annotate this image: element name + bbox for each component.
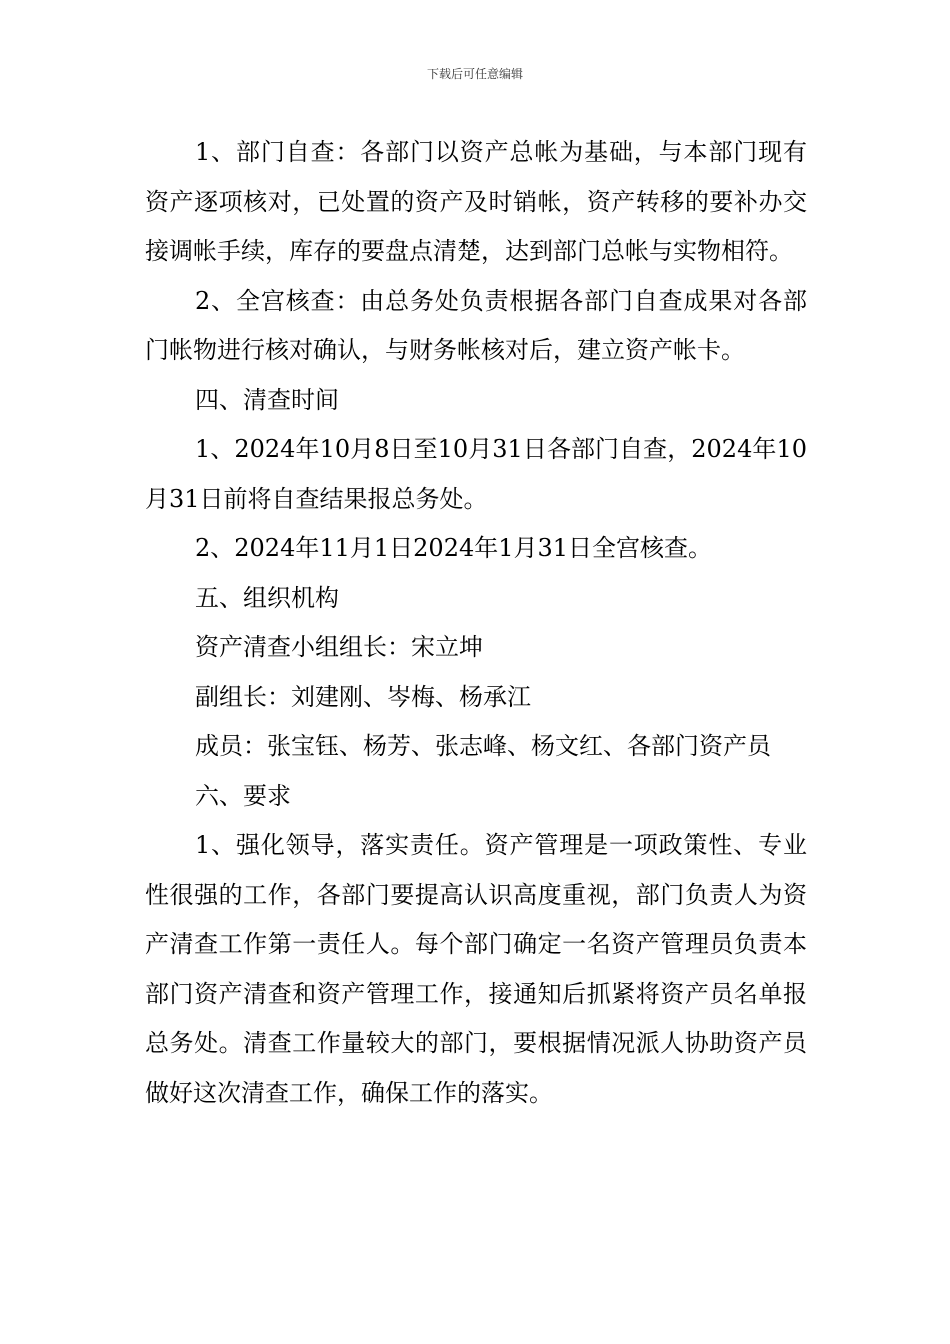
section-heading-requirements: 六、要求: [195, 781, 291, 810]
section-heading-schedule: 四、清查时间: [195, 385, 339, 414]
page-header: 下载后可任意编辑: [426, 67, 523, 81]
paragraph-full-check: 2、全宫核查：由总务处负责根据各部门自查成果对各部门帐物进行核对确认，与财务帐核对后，建立资产帐卡。: [145, 286, 807, 364]
paragraph-schedule-1: 1、2024年10月8日至10月31日各部门自查，2024年10月31日前将自查结果报总务处。: [145, 435, 807, 513]
paragraph-team-leader: 资产清查小组组长：宋立坤: [195, 633, 483, 661]
paragraph-requirement-1: 1、强化领导，落实责任。资产管理是一项政策性、专业性很强的工作，各部门要提高认识高度重视，部门负责人为资产清查工作第一责任人。每个部门确定一名资产管理员负责本部门资产清查和资产管理工作，接通知后抓紧将资产员名单报总务处。清查工作量较大的部门，要根据情况派人协助资产员做好这次清查工作，确保工作的落实。: [145, 831, 807, 1107]
paragraph-members: 成员：张宝钰、杨芳、张志峰、杨文红、各部门资产员: [195, 732, 771, 760]
section-heading-organization: 五、组织机构: [195, 583, 339, 612]
paragraph-dept-self-check: 1、部门自查：各部门以资产总帐为基础，与本部门现有资产逐项核对，已处置的资产及时销帐，资产转移的要补办交接调帐手续，库存的要盘点清楚，达到部门总帐与实物相符。: [145, 138, 807, 265]
paragraph-schedule-2: 2、2024年11月1日2024年1月31日全宫核查。: [195, 534, 713, 562]
document-body: [145, 128, 807, 1118]
paragraph-deputy-leaders: 副组长：刘建刚、岑梅、杨承江: [195, 682, 531, 711]
